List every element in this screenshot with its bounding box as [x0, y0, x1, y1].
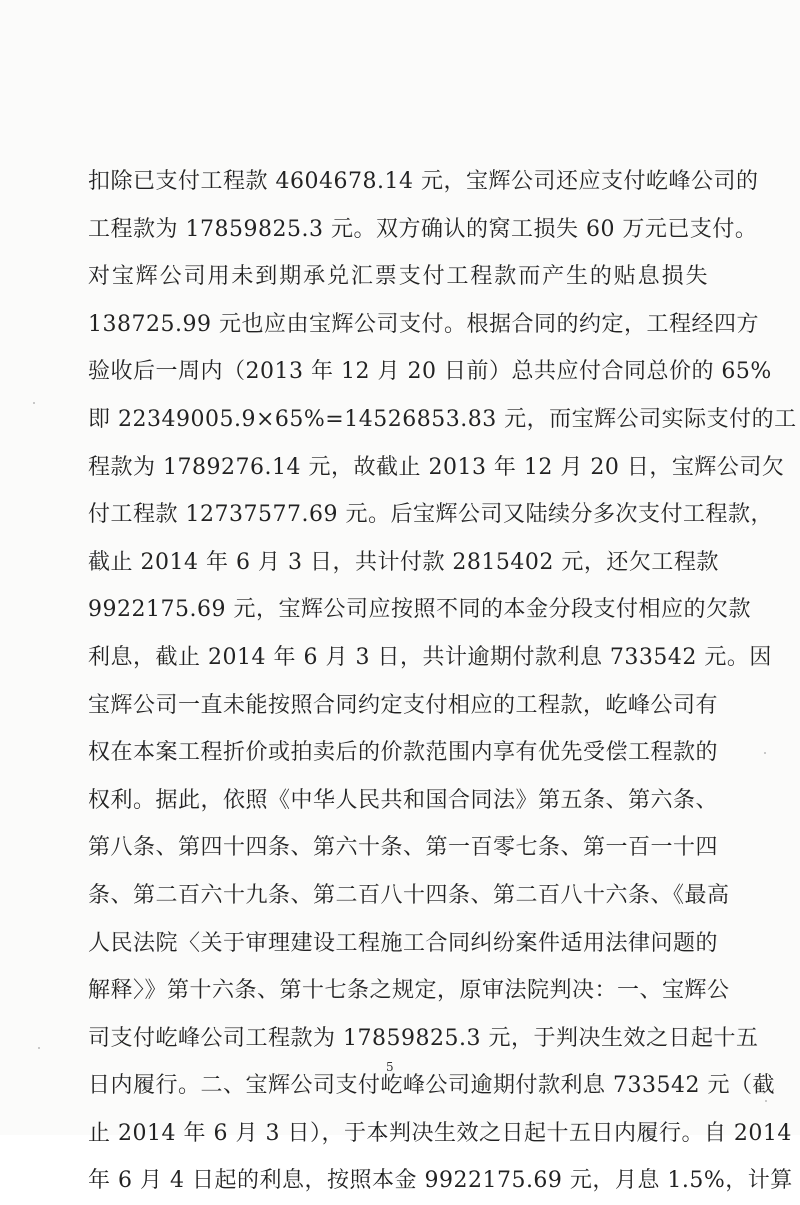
text-line: 人民法院〈关于审理建设工程施工合同纠纷案件适用法律问题的	[88, 930, 719, 956]
text-line: 止 2014 年 6 月 3 日），于本判决生效之日起十五日内履行。自 2014	[88, 1120, 792, 1146]
text-line: 利息，截止 2014 年 6 月 3 日，共计逾期付款利息 733542 元。因	[88, 644, 772, 670]
page-number: 5	[386, 1060, 394, 1074]
text-line: 程款为 1789276.14 元，故截止 2013 年 12 月 20 日，宝辉公司欠	[88, 454, 785, 480]
text-line: 第八条、第四十四条、第六十条、第一百零七条、第一百一十四	[88, 835, 719, 861]
text-line: 付工程款 12737577.69 元。后宝辉公司又陆续分多次支付工程款，	[88, 502, 773, 528]
text-line: 截止 2014 年 6 月 3 日，共计付款 2815402 元，还欠工程款	[88, 549, 719, 575]
text-line: 日内履行。二、宝辉公司支付屹峰公司逾期付款利息 733542 元（截	[88, 1073, 775, 1099]
text-line: 验收后一周内（2013 年 12 月 20 日前）总共应付合同总价的 65%	[88, 359, 772, 385]
text-line: 对宝辉公司用未到期承兑汇票支付工程款而产生的贴息损失	[88, 264, 708, 290]
text-line: 即 22349005.9×65%=14526853.83 元，而宝辉公司实际支付的工	[88, 406, 797, 432]
text-line: 宝辉公司一直未能按照合同约定支付相应的工程款，屹峰公司有	[88, 692, 719, 718]
scan-speck	[764, 752, 766, 754]
body-text	[88, 158, 797, 1205]
text-line: 条、第二百六十九条、第二百八十四条、第二百八十六条、《最高	[88, 882, 730, 908]
text-line: 解释〉》第十六条、第十七条之规定，原审法院判决：一、宝辉公	[88, 978, 730, 1004]
scan-speck	[765, 1100, 767, 1102]
text-line: 权在本案工程折价或拍卖后的价款范围内享有优先受偿工程款的	[88, 740, 719, 766]
text-line: 年 6 月 4 日起的利息，按照本金 9922175.69 元，月息 1.5%，计算	[88, 1168, 793, 1194]
scan-speck	[38, 1047, 40, 1049]
text-line: 权利。据此，依照《中华人民共和国合同法》第五条、第六条、	[88, 787, 719, 813]
text-line: 9922175.69 元，宝辉公司应按照不同的本金分段支付相应的欠款	[88, 597, 751, 623]
text-line: 工程款为 17859825.3 元。双方确认的窝工损失 60 万元已支付。	[88, 216, 758, 242]
text-line: 司支付屹峰公司工程款为 17859825.3 元，于判决生效之日起十五	[88, 1025, 759, 1051]
text-line: 扣除已支付工程款 4604678.14 元，宝辉公司还应支付屹峰公司的	[88, 169, 759, 194]
text-line: 138725.99 元也应由宝辉公司支付。根据合同的约定，工程经四方	[88, 311, 759, 337]
scan-speck	[33, 402, 35, 404]
